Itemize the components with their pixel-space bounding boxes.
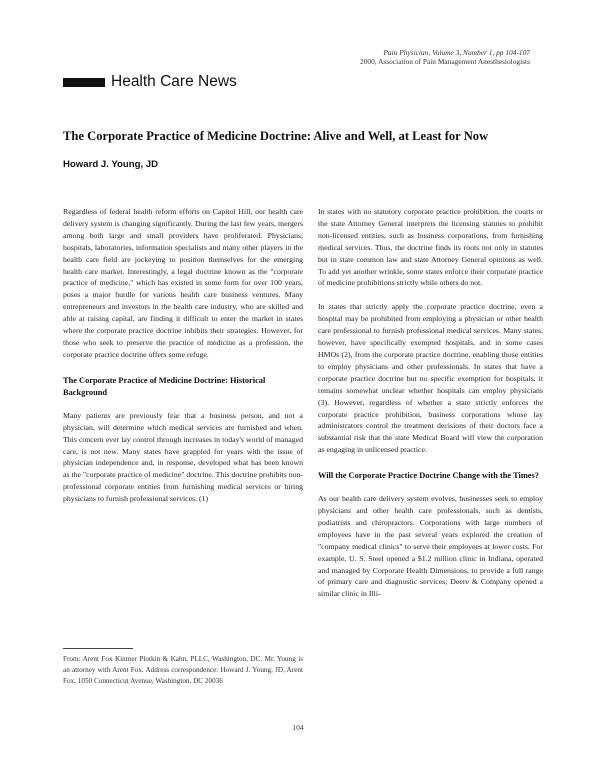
right-paragraph-3: As our health care delivery system evolves, businesses seek to employ physicians and other health care professionals, such as dentists, podiatrists and chiropractors. Corporations with large numbers of employees have in the past several years explored the creation of "company medical clinics" to serve their employees at lower costs. For example, U. S. Steel opened a $1.2 million clinic in Indiana, operated and managed by Corporate Health Dimensions, to provide a full range of primary care and diagnostic services; Deere & Company opened a similar clinic in Illi-	[318, 494, 543, 599]
page-number: 104	[292, 723, 304, 732]
article-title: The Corporate Practice of Medicine Doctrine: Alive and Well, at Least for Now	[63, 129, 489, 143]
left-paragraph-1: Regardless of federal health reform efforts on Capitol Hill, our health care delivery system is changing significantly. During the last few years, mergers among both large and small providers have proliferated. Physicians, hospitals, laboratories, information specialists and many other players in the health care field are jockeying to position themselves for the emerging health care market. Interestingly, a legal doctrine known as the "corporate practice of medicine," which has existed in some form for over 100 years, poses a major hurdle for various health care business ventures. Many entrepreneurs and investors in the health care industry, who are skilled and able at raising capital, are finding it difficult to enter the market in states where the corporate practice doctrine inhibits their strategies. However, for those who seek to preserve the practice of medicine as a profession, the corporate practice doctrine offers some refuge.	[63, 207, 303, 359]
author-footnote: From: Arent Fox Kintner Plotkin & Kahn, PLLC, Washington, DC. Mr. Young is an attorney with Arent Fox. Address correspondence: Howard J. Young, JD, Arent Fox, 1050 Connecticut Avenue, Washington, DC 20036	[63, 655, 303, 686]
journal-citation	[360, 48, 530, 66]
section-title: Health Care News	[111, 73, 237, 90]
left-paragraph-2: Many patients are previously fear that a business person, and not a physician, will determine which medical services are furnished and when. This concern ever lay control through increases in today's world of managed care, is not new. Many states have grappled for years with the issue of physician independence and, in response, developed what has been known as the "corporate practice of medicine" doctrine. This doctrine prohibits non-professional corporate entities from furnishing medical services or hiring physicians to furnish professional services. (1)	[63, 410, 303, 504]
footnote-divider	[63, 648, 133, 649]
article-author: Howard J. Young, JD	[63, 159, 159, 170]
right-column	[318, 206, 543, 600]
right-paragraph-1: In states with no statutory corporate practice prohibition, the courts or the state Attorney General interprets the licensing statutes to prohibit non-licensed entities, such as business corporations, from furnishing medical services. Thus, the doctrine finds its roots not only in statutes but in state common law and state Attorney General opinions as well. To add yet another wrinkle, some states enforce their corporate practice of medicine prohibitions strictly while others do not.	[318, 207, 543, 288]
left-column	[63, 206, 303, 505]
journal-citation-line1: Pain Physician, Volume 3, Number 1, pp 104-107	[383, 48, 530, 57]
section-marker-bar	[63, 78, 105, 87]
right-paragraph-2: In states that strictly apply the corporate practice doctrine, even a hospital may be prohibited from employing a physician or other health care professional to furnish professional medical services. Many states, however, have specifically exempted hospitals, and in some cases HMOs (2), from the corporate practice doctrine, enabling those entities to employ physicians and other professionals. In states that have a corporate practice doctrine but no specific exemption for hospitals, it remains somewhat unclear whether hospitals can employ physicians (3). However, regardless of whether a state strictly enforces the corporate practice prohibition, business corporations whose lay administrators control the treatment decisions of their doctors face a substantial risk that the state Medical Board will view the corporation as engaging in unlicensed practice.	[318, 302, 543, 455]
section-heading-historical-background: The Corporate Practice of Medicine Doctrine: Historical Background	[63, 375, 266, 397]
journal-citation-line2: 2000, Association of Pain Management Anesthesiologists	[360, 57, 530, 66]
section-heading-change-with-times: Will the Corporate Practice Doctrine Change with the Times?	[318, 471, 539, 481]
